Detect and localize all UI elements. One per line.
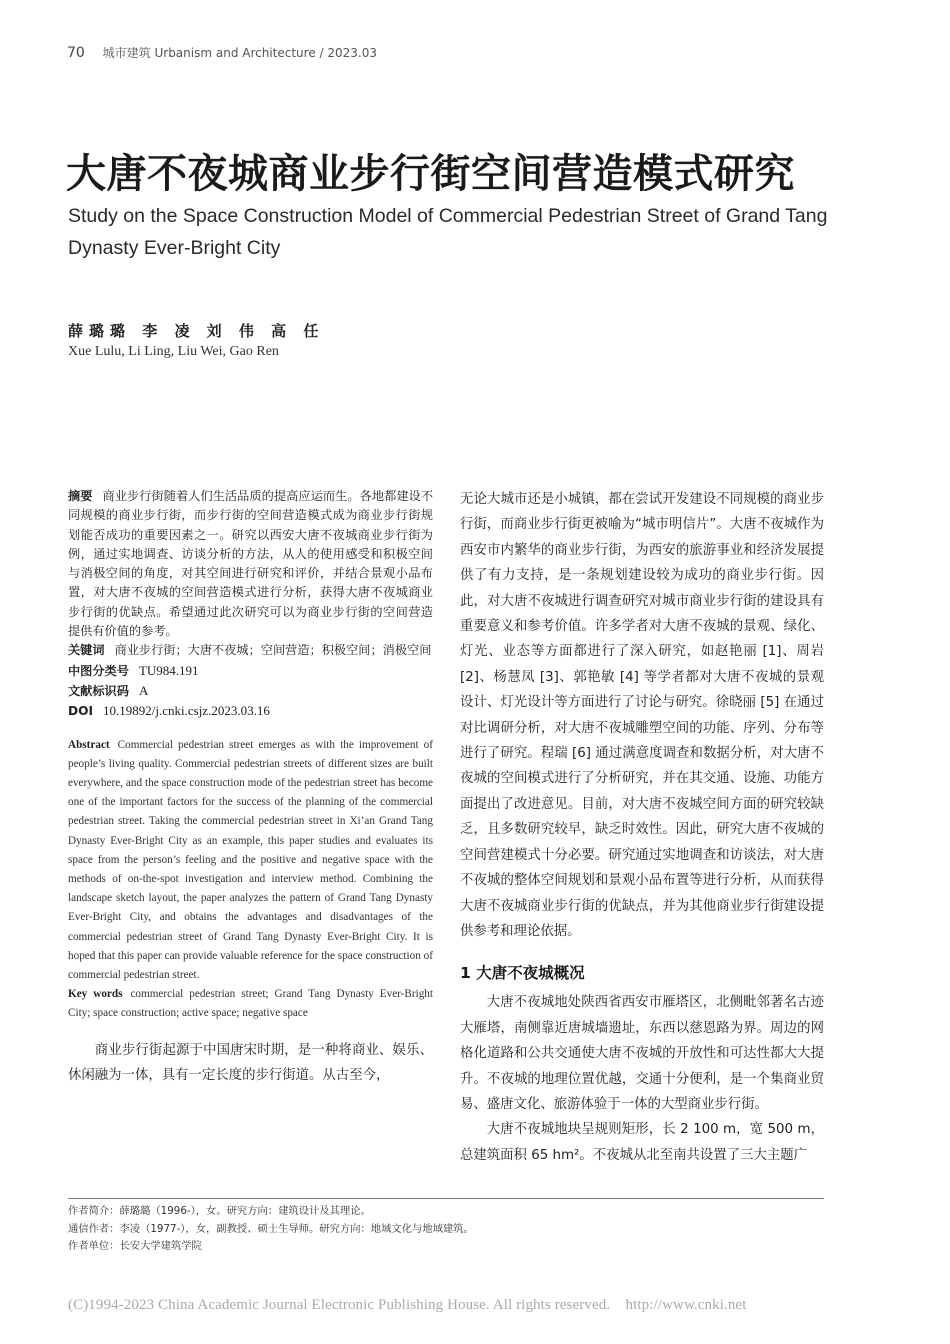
title-chinese: 大唐不夜城商业步行街空间营造模式研究	[66, 151, 795, 197]
page-number: 70	[67, 45, 85, 61]
footnote-corresponding-author: 通信作者：李凌（1977-），女，副教授、硕士生导师。研究方向：地域文化与地域建筑。	[68, 1222, 474, 1235]
keywords-text: 商业步行街；大唐不夜城；空间营造；积极空间；消极空间	[114, 643, 432, 658]
doc-code-value: A	[138, 682, 149, 698]
doi-line	[68, 701, 433, 721]
abstract-text: 商业步行街随着人们生活品质的提高应运而生。各地都建设不同规模的商业步行街，而步行街的空间营造模式成为商业步行街规划能否成功的重要因素之一。研究以西安大唐不夜城商业步行街为例，通过实地调查、访谈分析的方法，从人的使用感受和积极空间与消极空间的角度，对其空间进行研究和评价，并结合景观小品布置，对大唐不夜城的空间营造模式进行分析，获得大唐不夜城商业步行街的优缺点。希望通过此次研究可以为商业步行街的空间营造提供有价值的参考。	[68, 489, 434, 639]
intro-paragraph-continued: 无论大城市还是小城镇，都在尝试开发建设不同规模的商业步行街，而商业步行街更被喻为“城市明信片”。大唐不夜城作为西安市内繁华的商业步行街，为西安的旅游事业和经济发展提供了有力支持，是一条规划建设较为成功的商业步行街。因此，对大唐不夜城进行调查研究对城市商业步行街的建设具有重要意义和参考价值。许多学者对大唐不夜城的景观、绿化、灯光、业态等方面都进行了深入研究，如赵艳丽 [1]、周岩 [2]、杨慧凤 [3]、郭艳敏 [4] 等学者都对大唐不夜城的景观设计、灯光设计等方面进行了讨论与研究。徐晓丽 [5] 在通过对比调研分析，对大唐不夜城雕塑空间的功能、序列、分布等进行了研究。程瑞 [6] 通过满意度调查和数据分析，对大唐不夜城的空间模式进行了分析研究，并在其交通、设施、功能方面提出了改进意见。目前，对大唐不夜城空间方面的研究较缺乏，且多数研究较早，缺乏时效性。因此，研究大唐不夜城的空间营建模式十分必要。研究通过实地调查和访谈法，对大唐不夜城的整体空间规划和景观小品布置等进行分析，从而获得大唐不夜城商业步行街的优缺点，并为其他商业步行街建设提供参考和理论依据。	[460, 492, 824, 939]
journal-name: 城市建筑 Urbanism and Architecture / 2023.03	[102, 46, 378, 60]
abstract-en-label: Abstract	[68, 738, 110, 751]
classification-label: 中图分类号	[68, 663, 129, 678]
abstract-label: 摘要	[68, 489, 93, 503]
footnotes	[68, 1203, 474, 1256]
keywords-label: 关键词	[68, 643, 105, 658]
keywords-en-label: Key words	[68, 988, 123, 1001]
doi-label: DOI	[68, 704, 94, 719]
abstract-en-text: Commercial pedestrian street emerges as with the improvement of people’s living quality. Commercial pedestrian streets of different sizes are built everywhere, and the space construction mode of the pedestrian street has become one of the important factors for the success of the planning of the commercial pedestrian street. Taking the commercial pedestrian street in Xi’an Grand Tang Dynasty Ever-Bright City as an example, this paper studies and evaluates its space from the person’s feeling and the positive and negative space with the methods of on-the-spot investigation and interview method. Combining the landscape sketch layout, the paper analyzes the pattern of Grand Tang Dynasty Ever-Bright City, and obtains the advantages and disadvantages of the commercial pedestrian street of Grand Tang Dynasty Ever-Bright City. It is hoped that this paper can provide valuable reference for the space construction of commercial pedestrian street.	[68, 738, 433, 981]
section-heading: 1 大唐不夜城概况	[460, 964, 585, 983]
classification-line	[68, 661, 433, 681]
classification-value: TU984.191	[138, 662, 199, 678]
doc-code-line	[68, 681, 433, 701]
title-english: Study on the Space Construction Model of Commercial Pedestrian Street of Grand Tang Dynasty Ever-Bright City	[68, 205, 828, 259]
keywords-en-text: commercial pedestrian street; Grand Tang Dynasty Ever-Bright City; space construction; active space; negative space	[68, 988, 433, 1020]
section-paragraph: 大唐不夜城地处陕西省西安市雁塔区，北侧毗邻著名古迹大雁塔，南侧靠近唐城墙遗址，东西以慈恩路为界。周边的网格化道路和公共交通使大唐不夜城的开放性和可达性都大大提升。不夜城的地理位置优越，交通十分便利，是一个集商业贸易、盛唐文化、旅游体验于一体的大型商业步行街。	[460, 995, 824, 1112]
authors-english: Xue Lulu, Li Ling, Liu Wei, Gao Ren	[68, 344, 279, 359]
abstract-english	[68, 736, 433, 986]
keywords-chinese	[68, 641, 433, 660]
keywords-english	[68, 985, 433, 1023]
footnote-affiliation: 作者单位：长安大学建筑学院	[68, 1240, 202, 1252]
footnote-divider	[68, 1198, 824, 1199]
running-header	[67, 44, 377, 61]
authors-chinese: 薛璐璐 李 凌 刘 伟 高 任	[68, 322, 325, 340]
footnote-author-bio: 作者简介：薛璐璐（1996-），女。研究方向：建筑设计及其理论。	[68, 1205, 371, 1217]
section-paragraph: 大唐不夜城地块呈规则矩形，长 2 100 m，宽 500 m，总建筑面积 65 hm²。不夜城从北至南共设置了三大主题广	[460, 1122, 824, 1163]
copyright-notice: (C)1994-2023 China Academic Journal Electronic Publishing House. All rights reserved. http://www.cnki.net	[68, 1297, 747, 1313]
doi-value: 10.19892/j.cnki.csjz.2023.03.16	[103, 703, 270, 719]
right-column	[460, 487, 824, 1168]
doc-code-label: 文献标识码	[68, 683, 129, 698]
intro-paragraph-start: 商业步行街起源于中国唐宋时期，是一种将商业、娱乐、休闲融为一体，具有一定长度的步行街道。从古至今，	[68, 1042, 433, 1084]
left-column	[68, 487, 433, 1088]
abstract-chinese	[68, 487, 433, 641]
